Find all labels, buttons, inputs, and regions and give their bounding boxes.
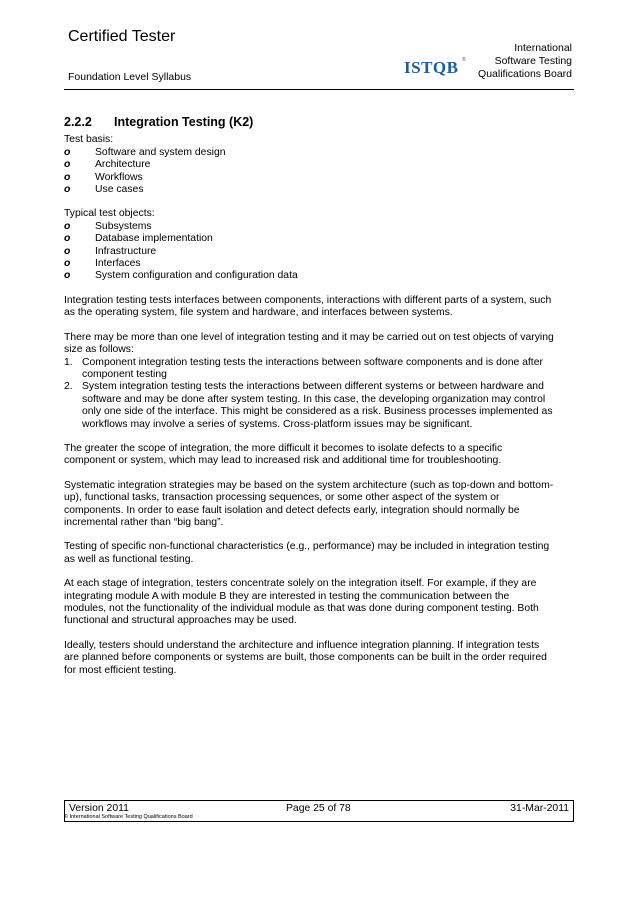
test-basis-list bbox=[64, 147, 554, 197]
page-header bbox=[64, 22, 574, 90]
page-content bbox=[64, 116, 554, 689]
item-number: 1. bbox=[64, 356, 73, 368]
list-item bbox=[64, 270, 554, 282]
bullet-marker: o bbox=[64, 220, 71, 232]
numbered-item bbox=[64, 381, 554, 431]
bullet-marker: o bbox=[64, 171, 71, 183]
item-text: Component integration testing tests the interactions between software components and is done after component testing bbox=[82, 356, 543, 380]
paragraph-interfaces: Integration testing tests interfaces between components, interactions with different parts of a system, such as the operating system, file system and hardware, and interfaces between systems. bbox=[64, 294, 552, 319]
integration-levels-list bbox=[64, 357, 554, 431]
test-objects-label: Typical test objects: bbox=[64, 208, 155, 220]
item-text: System integration testing tests the interactions between different systems or between hardware and software and may be done after system testing. In this case, the developing organization may control only one side of the interface. This might be considered as a risk. Business processes implemented as workflows may involve a series of systems. Cross-platform issues may be significant. bbox=[82, 381, 553, 430]
bullet-marker: o bbox=[64, 233, 71, 245]
section-heading bbox=[64, 116, 554, 128]
list-item-text: Architecture bbox=[95, 159, 151, 171]
list-item bbox=[64, 159, 554, 171]
list-item-text: System configuration and configuration data bbox=[95, 270, 298, 282]
org-line-2: Software Testing bbox=[494, 55, 572, 67]
section-number: 2.2.2 bbox=[64, 115, 92, 129]
logo-text: ISTQB bbox=[404, 58, 459, 77]
list-item-text: Workflows bbox=[95, 171, 143, 183]
numbered-item bbox=[64, 357, 554, 382]
org-line-3: Qualifications Board bbox=[478, 68, 572, 80]
list-item-text: Use cases bbox=[95, 184, 144, 196]
header-rule bbox=[64, 89, 574, 90]
paragraph-levels-intro: There may be more than one level of integration testing and it may be carried out on test objects of varying size as follows: bbox=[64, 331, 554, 356]
footer-version: Version 2011 bbox=[69, 803, 129, 814]
paragraph-planning: Ideally, testers should understand the architecture and influence integration planning. If integration tests are planned before components or systems are built, those components can be built in the order required for most efficient testing. bbox=[64, 639, 547, 676]
paragraph-strategies: Systematic integration strategies may be based on the system architecture (such as top-down and bottom-up), functional tasks, transaction processing sequences, or some other aspect of the system or components. In order to ease fault isolation and detect defects early, integration should normally be incremental rather than “big bang”. bbox=[64, 479, 554, 528]
footer-date: 31-Mar-2011 bbox=[510, 803, 569, 814]
item-number: 2. bbox=[64, 381, 73, 393]
paragraph-scope: The greater the scope of integration, the more difficult it becomes to isolate defects to a specific component or system, which may lead to increased risk and additional time for troubleshooting. bbox=[64, 442, 503, 467]
org-name bbox=[478, 42, 572, 81]
paragraph-non-functional: Testing of specific non-functional characteristics (e.g., performance) may be included in integration testing as well as functional testing. bbox=[64, 541, 550, 565]
bullet-marker: o bbox=[64, 270, 71, 282]
test-objects-list bbox=[64, 221, 554, 283]
paragraph-stages: At each stage of integration, testers concentrate solely on the integration itself. For example, if they are integrating module A with module B they are interested in testing the communication between the modules, not the functionality of the individual module as that was done during component testing. Both functional and structural approaches may be used. bbox=[64, 578, 539, 627]
org-line-1: International bbox=[514, 42, 572, 54]
test-basis-label: Test basis: bbox=[64, 134, 114, 146]
list-item-text: Subsystems bbox=[95, 220, 152, 232]
list-item bbox=[64, 147, 554, 159]
list-item-text: Software and system design bbox=[95, 146, 226, 158]
list-item bbox=[64, 172, 554, 184]
list-item-text: Interfaces bbox=[95, 258, 141, 270]
bullet-marker: o bbox=[64, 159, 71, 171]
bullet-marker: o bbox=[64, 258, 71, 270]
footer-page-number: Page 25 of 78 bbox=[286, 803, 351, 814]
footer-copyright: © International Software Testing Qualifications Board bbox=[64, 814, 193, 820]
logo-registered-mark: ® bbox=[462, 57, 466, 63]
section-title: Integration Testing (K2) bbox=[114, 115, 254, 129]
header-subtitle: Foundation Level Syllabus bbox=[68, 71, 192, 83]
list-item bbox=[64, 258, 554, 270]
list-item bbox=[64, 184, 554, 196]
list-item bbox=[64, 246, 554, 258]
header-title: Certified Tester bbox=[68, 28, 176, 45]
bullet-marker: o bbox=[64, 184, 71, 196]
list-item bbox=[64, 233, 554, 245]
list-item-text: Database implementation bbox=[95, 233, 213, 245]
bullet-marker: o bbox=[64, 245, 71, 257]
list-item-text: Infrastructure bbox=[95, 245, 157, 257]
list-item bbox=[64, 221, 554, 233]
bullet-marker: o bbox=[64, 146, 71, 158]
istqb-logo bbox=[404, 57, 466, 80]
